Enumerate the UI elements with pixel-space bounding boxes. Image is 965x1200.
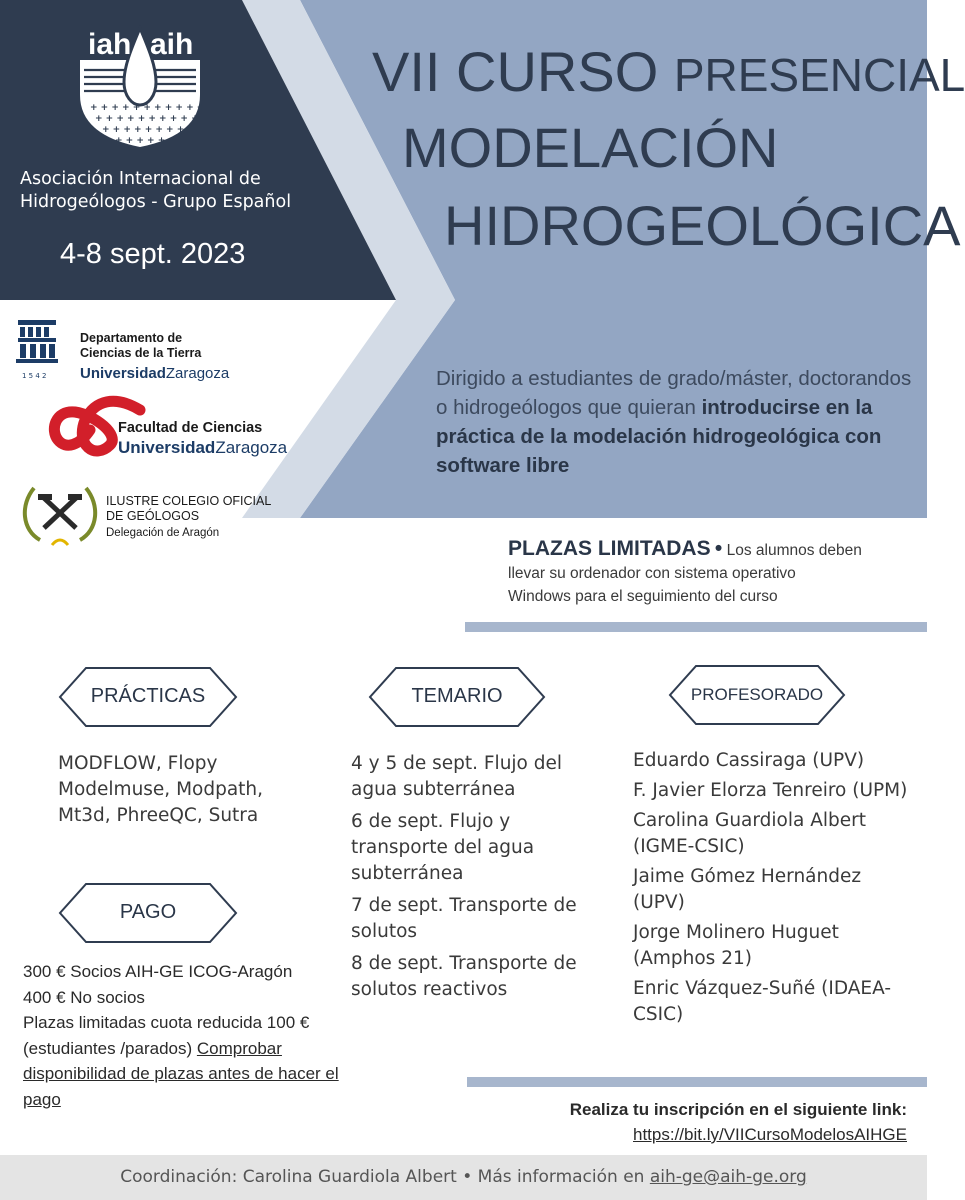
inscripcion-link[interactable]: https://bit.ly/VIICursoModelosAIHGE bbox=[633, 1125, 907, 1144]
profesor-item: F. Javier Elorza Tenreiro (UPM) bbox=[633, 780, 908, 801]
association-name-line2: Hidrogeólogos - Grupo Español bbox=[20, 192, 292, 212]
title-line1 bbox=[372, 40, 965, 103]
facultad-ciencias-logo bbox=[118, 420, 287, 458]
building-logo-icon bbox=[16, 320, 58, 363]
svg-text:+ + + + + + + + + +: + + + + + + + + + + bbox=[95, 114, 199, 124]
divider-bar-top bbox=[465, 622, 927, 632]
colegio-line2: DE GEÓLOGOS bbox=[106, 509, 200, 523]
practicas-list bbox=[58, 751, 328, 829]
colegio-line3: Delegación de Aragón bbox=[106, 527, 220, 539]
colegio-geologos-logo-icon bbox=[25, 488, 95, 545]
pago-line4-plain: (estudiantes /parados) bbox=[23, 1038, 197, 1058]
profesorado-list bbox=[633, 748, 918, 1032]
temario-item: 7 de sept. Transporte de solutos bbox=[351, 895, 577, 942]
practicas-item: Modelmuse, Modpath, bbox=[58, 779, 264, 800]
course-dates: 4-8 sept. 2023 bbox=[60, 238, 246, 270]
temario-item: 8 de sept. Transporte de solutos reactivos bbox=[351, 953, 577, 1000]
profesor-item: Enric Vázquez-Suñé (IDAEA-CSIC) bbox=[633, 978, 892, 1025]
logo-iah-text: iah bbox=[88, 28, 132, 61]
dept-line2: Ciencias de la Tierra bbox=[80, 346, 202, 360]
dept-university bbox=[80, 365, 229, 382]
facultad-line1: Facultad de Ciencias bbox=[118, 420, 263, 436]
divider-bar-bottom bbox=[467, 1077, 927, 1087]
footer-coordination: Coordinación: Carolina Guardiola Albert • Más información en bbox=[120, 1167, 650, 1187]
pago-line2: 400 € No socios bbox=[23, 987, 145, 1007]
dept-ciencias-tierra-logo bbox=[80, 331, 229, 382]
title-line1-big: VII CURSO bbox=[372, 40, 674, 103]
facultad-university bbox=[118, 438, 287, 458]
plazas-bullet: • bbox=[714, 537, 723, 560]
pago-details bbox=[23, 959, 363, 1112]
plazas-text-2: llevar su ordenador con sistema operativo bbox=[508, 565, 796, 582]
temario-label: TEMARIO bbox=[411, 685, 503, 707]
pago-label: PAGO bbox=[119, 901, 177, 923]
svg-text:+ + + + +: + + + + + bbox=[115, 136, 166, 146]
colegio-geologos-logo bbox=[106, 494, 271, 539]
plazas-limitadas-notice bbox=[508, 537, 908, 608]
pago-line4 bbox=[23, 1036, 363, 1113]
plazas-heading: PLAZAS LIMITADAS bbox=[508, 537, 711, 560]
dept-university-rest: Zaragoza bbox=[165, 365, 230, 382]
facultad-university-rest: Zaragoza bbox=[215, 438, 288, 457]
description-normal: Dirigido a estudiantes de grado/máster, doctorandos o hidrogeólogos que quieran bbox=[436, 367, 912, 419]
logo-aih-text: aih bbox=[150, 28, 194, 61]
pago-line3: Plazas limitadas cuota reducida 100 € bbox=[23, 1013, 310, 1032]
title-line3: HIDROGEOLÓGICA bbox=[444, 194, 961, 257]
title-line2: MODELACIÓN bbox=[402, 116, 779, 179]
profesorado-label: PROFESORADO bbox=[690, 685, 824, 704]
association-name-line1: Asociación Internacional de bbox=[20, 169, 261, 189]
temario-item: 6 de sept. Flujo y transporte del agua subterránea bbox=[351, 811, 535, 884]
description-bold: introducirse en la práctica de la modelación hidrogeológica con software libre bbox=[436, 396, 882, 477]
pago-line1: 300 € Socios AIH-GE ICOG-Aragón bbox=[23, 962, 293, 981]
svg-text:+ + + + + + + +: + + + + + + + + bbox=[102, 125, 185, 135]
title-line1-small: PRESENCIAL bbox=[673, 49, 965, 101]
building-logo-year: 1 5 4 2 bbox=[22, 372, 47, 380]
inscripcion-text: Realiza tu inscripción en el siguiente link: bbox=[569, 1100, 907, 1119]
temario-list bbox=[351, 751, 611, 1009]
footer-email-link[interactable]: aih-ge@aih-ge.org bbox=[649, 1167, 807, 1187]
svg-text:+ + + + + + + + + + +: + + + + + + + + + + + bbox=[90, 103, 205, 113]
footer bbox=[0, 1155, 927, 1200]
colegio-line1: ILUSTRE COLEGIO OFICIAL bbox=[106, 494, 272, 508]
profesor-item: Jorge Molinero Huguet (Amphos 21) bbox=[633, 922, 839, 969]
inscripcion bbox=[570, 1097, 907, 1147]
pago-availability-link[interactable]: Comprobar disponibilidad de plazas antes de hacer el pago bbox=[23, 1038, 339, 1109]
plazas-text-3: Windows para el seguimiento del curso bbox=[508, 588, 778, 605]
practicas-label: PRÁCTICAS bbox=[90, 685, 206, 707]
footer-text bbox=[0, 1167, 927, 1187]
association-name bbox=[20, 168, 350, 214]
plazas-text-1: Los alumnos deben bbox=[726, 542, 862, 559]
practicas-item: Mt3d, PhreeQC, Sutra bbox=[58, 805, 259, 826]
dept-line1: Departamento de bbox=[80, 331, 183, 345]
practicas-item: MODFLOW, Flopy bbox=[58, 753, 218, 774]
profesor-item: Carolina Guardiola Albert (IGME-CSIC) bbox=[633, 810, 867, 857]
course-description bbox=[436, 364, 921, 480]
facultad-university-bold: Universidad bbox=[118, 438, 216, 457]
profesor-item: Eduardo Cassiraga (UPV) bbox=[633, 750, 865, 771]
dept-university-bold: Universidad bbox=[80, 365, 166, 382]
temario-item: 4 y 5 de sept. Flujo del agua subterránea bbox=[351, 753, 563, 800]
profesor-item: Jaime Gómez Hernández (UPV) bbox=[633, 866, 862, 913]
